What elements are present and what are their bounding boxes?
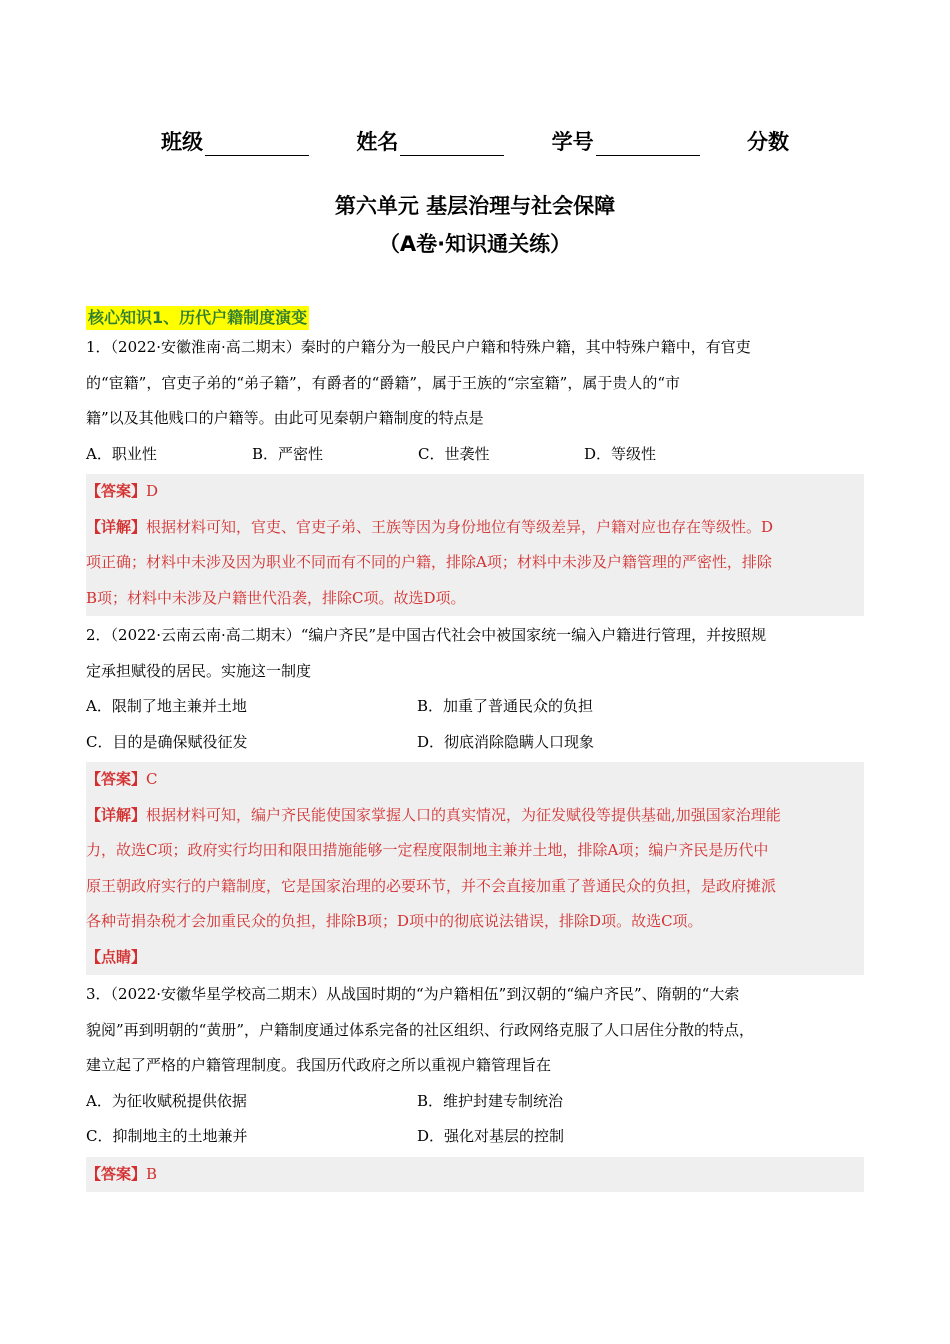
name-field: 姓名	[356, 126, 504, 156]
detail-line: 各种苛捐杂税才会加重民众的负担，排除B项；D项中的彻底说法错误，排除D项。故选C项。	[86, 912, 703, 930]
score-field: 分数	[746, 130, 789, 154]
question-text: 籍”以及其他贱口的户籍等。由此可见秦朝户籍制度的特点是	[86, 409, 484, 427]
options	[86, 689, 864, 760]
question-text: 的“宦籍”，官吏子弟的“弟子籍”，有爵者的“爵籍”，属于王族的“宗室籍”，属于贵人的“市	[86, 373, 681, 392]
question-text: 建立起了严格的户籍管理制度。我国历代政府之所以重视户籍管理旨在	[86, 1056, 552, 1074]
id-field: 学号	[552, 126, 700, 156]
answer-line: 【答案】C	[86, 770, 158, 788]
question-2	[86, 618, 864, 975]
option-b: B．加重了普通民众的负担	[417, 697, 594, 715]
class-blank	[205, 135, 309, 156]
class-field: 班级	[161, 126, 309, 156]
options	[86, 437, 864, 473]
detail-line: 【详解】根据材料可知，编户齐民能使国家掌握人口的真实情况，为征发赋役等提供基础,加强国家治理能	[86, 805, 781, 824]
option-d: D．等级性	[584, 444, 657, 463]
options	[86, 1084, 864, 1155]
page-title: 第六单元 基层治理与社会保障	[334, 194, 616, 218]
option-a: A．限制了地主兼并土地	[86, 697, 247, 715]
name-blank	[400, 135, 504, 156]
question-3	[86, 977, 864, 1192]
question-text: 貌阅”再到明朝的“黄册”，户籍制度通过体系完备的社区组织、行政网络克服了人口居住分散的特点，	[86, 1020, 755, 1039]
id-blank	[596, 135, 700, 156]
option-d: D．彻底消除隐瞒人口现象	[417, 732, 595, 751]
detail-line: 项正确；材料中未涉及因为职业不同而有不同的户籍，排除A项；材料中未涉及户籍管理的严密性，排除	[86, 553, 772, 571]
option-d: D．强化对基层的控制	[417, 1127, 565, 1145]
comment-line: 【点睛】	[86, 947, 147, 966]
section-heading: 核心知识1、历代户籍制度演变	[86, 306, 864, 330]
option-b: B．严密性	[252, 444, 324, 463]
answer-block	[86, 762, 864, 975]
detail-line: 原王朝政府实行的户籍制度，它是国家治理的必要环节，并不会直接加重了普通民众的负担，是政府摊派	[86, 876, 777, 895]
answer-line: 【答案】B	[86, 1164, 158, 1183]
question-text: 3．（2022·安徽华星学校高二期末）从战国时期的“为户籍相伍”到汉朝的“编户齐民”、隋朝的“大索	[86, 985, 740, 1003]
question-text: 2．（2022·云南云南·高二期末）“编户齐民”是中国古代社会中被国家统一编入户籍进行管理，并按照规	[86, 626, 767, 644]
question-text: 1．（2022·安徽淮南·高二期末）秦时的户籍分为一般民户户籍和特殊户籍，其中特殊户籍中，有官吏	[86, 338, 751, 356]
option-a: A．职业性	[86, 444, 157, 463]
answer-block	[86, 474, 864, 616]
page-subtitle: （A卷·知识通关练）	[378, 232, 572, 256]
question-1	[86, 330, 864, 616]
option-c: C．目的是确保赋役征发	[86, 732, 248, 751]
option-a: A．为征收赋税提供依据	[86, 1091, 247, 1110]
option-b: B．维护封建专制统治	[417, 1091, 564, 1110]
answer-block	[86, 1157, 864, 1193]
detail-line: 【详解】根据材料可知，官吏、官吏子弟、王族等因为身份地位有等级差异，户籍对应也存在等级性。D	[86, 517, 774, 536]
answer-line: 【答案】D	[86, 482, 159, 500]
student-info-header	[0, 126, 950, 156]
document-body	[86, 306, 864, 1194]
question-text: 定承担赋役的居民。实施这一制度	[86, 661, 312, 680]
option-c: C．世袭性	[418, 444, 490, 463]
detail-line: 力，故选C项；政府实行均田和限田措施能够一定程度限制地主兼并土地，排除A项；编户齐民是历代中	[86, 841, 769, 859]
option-c: C．抑制地主的土地兼并	[86, 1127, 248, 1145]
detail-line: B项；材料中未涉及户籍世代沿袭，排除C项。故选D项。	[86, 588, 466, 607]
